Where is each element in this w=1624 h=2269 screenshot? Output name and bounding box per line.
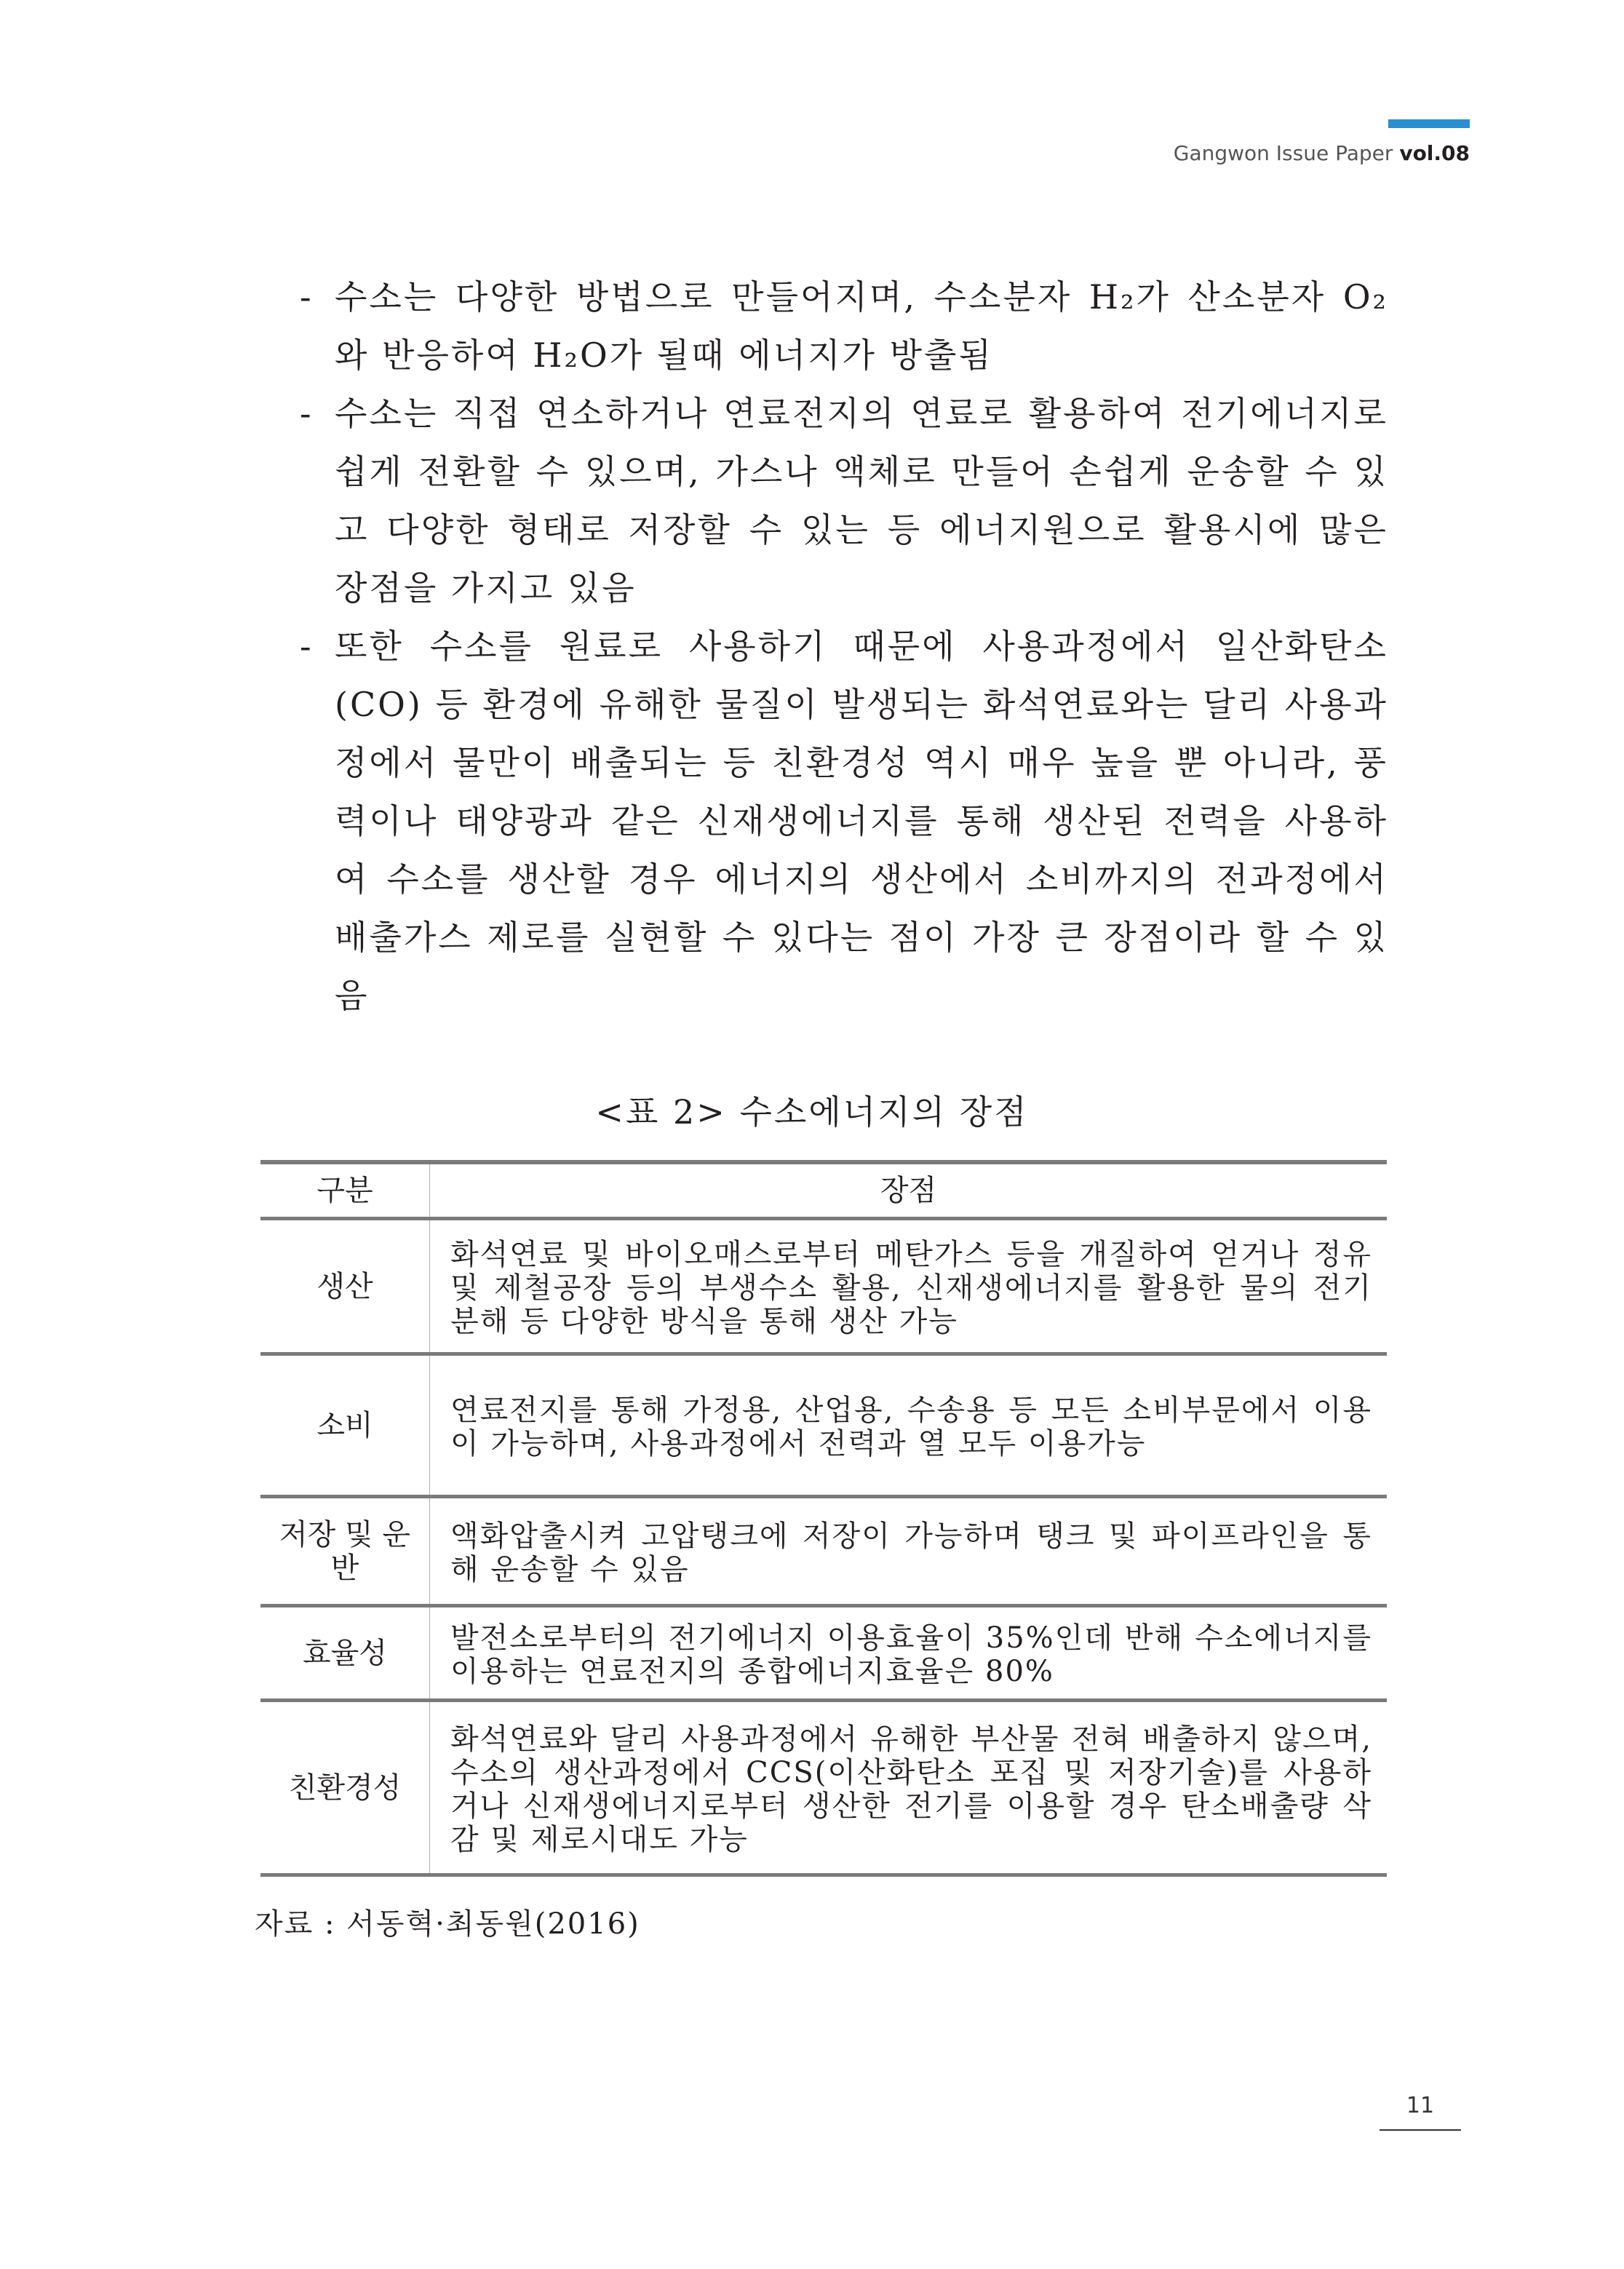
bullet-item-environment: - 또한 수소를 원료로 사용하기 때문에 사용과정에서 일산화탄소(CO) 등 환경에 유해한 물질이 발생되는 화석연료와는 달리 사용과정에서 물만이 배출되는 등 친환경성 역시 매우 높을 뿐 아니라, 풍력이나 태양광과 같은 신재생에너지를 통해 생산된 전력을 사용하여 수소를 생산할 경우 에너지의 생산에서 소비까지의 전과정에서 배출가스 제로를 실현할 수 있다는 점이 가장 큰 장점이라 할 수 있음 xyxy=(300,617,1388,1025)
row-description: 발전소로부터의 전기에너지 이용효율이 35%인데 반해 수소에너지를 이용하는 연료전지의 종합에너지효율은 80% xyxy=(450,1621,1372,1688)
page-number-rule xyxy=(1380,2129,1461,2131)
row-category: 저장 및 운반 xyxy=(260,1497,430,1606)
table-row xyxy=(260,1606,1387,1701)
row-category: 친환경성 xyxy=(260,1701,430,1875)
page-number: 11 xyxy=(1406,2093,1435,2118)
bullet-item-usage: - 수소는 직접 연소하거나 연료전지의 연료로 활용하여 전기에너지로 쉽게 전환할 수 있으며, 가스나 액체로 만들어 손쉽게 운송할 수 있고 다양한 형태로 저장할 수 있는 등 에너지원으로 활용시에 많은 장점을 가지고 있음 xyxy=(300,384,1388,617)
header-advantage: 장점 xyxy=(880,1174,937,1207)
row-description: 화석연료와 달리 사용과정에서 유해한 부산물 전혀 배출하지 않으며, 수소의 생산과정에서 CCS(이산화탄소 포집 및 저장기술)를 사용하거나 신재생에너지로부터 생산한 전기를 이용할 경우 탄소배출량 삭감 및 제로시대도 가능 xyxy=(450,1722,1372,1856)
advantages-table xyxy=(260,1160,1387,1877)
row-description: 화석연료 및 바이오매스로부터 메탄가스 등을 개질하여 얻거나 정유 및 제철공장 등의 부생수소 활용, 신재생에너지를 활용한 물의 전기분해 등 다양한 방식을 통해 생산 가능 xyxy=(450,1237,1372,1338)
volume-label: vol.08 xyxy=(1399,141,1470,165)
row-category: 생산 xyxy=(260,1219,430,1354)
row-description: 연료전지를 통해 가정용, 산업용, 수송용 등 모든 소비부문에서 이용이 가능하며, 사용과정에서 전력과 열 모두 이용가능 xyxy=(450,1393,1372,1461)
table-row xyxy=(260,1354,1387,1497)
bullet-item-production: - 수소는 다양한 방법으로 만들어지며, 수소분자 H₂가 산소분자 O₂와 반응하여 H₂O가 될때 에너지가 방출됨 xyxy=(300,268,1388,384)
publication-title: Gangwon Issue Paper xyxy=(1173,141,1400,165)
table-row xyxy=(260,1219,1387,1354)
running-header xyxy=(1174,141,1470,165)
bullet-list xyxy=(300,268,1388,1025)
row-description: 액화압출시켜 고압탱크에 저장이 가능하며 탱크 및 파이프라인을 통해 운송할 수 있음 xyxy=(450,1519,1372,1586)
row-category: 소비 xyxy=(260,1354,430,1497)
table-caption: <표 2> 수소에너지의 장점 xyxy=(595,1092,1029,1132)
table-row xyxy=(260,1701,1387,1875)
row-category: 효율성 xyxy=(260,1606,430,1701)
header-category: 구분 xyxy=(260,1162,430,1219)
source-note: 자료 : 서동혁·최동원(2016) xyxy=(255,1907,640,1941)
table-header-row xyxy=(260,1162,1387,1219)
table-row xyxy=(260,1497,1387,1606)
header-accent-bar xyxy=(1388,119,1470,128)
